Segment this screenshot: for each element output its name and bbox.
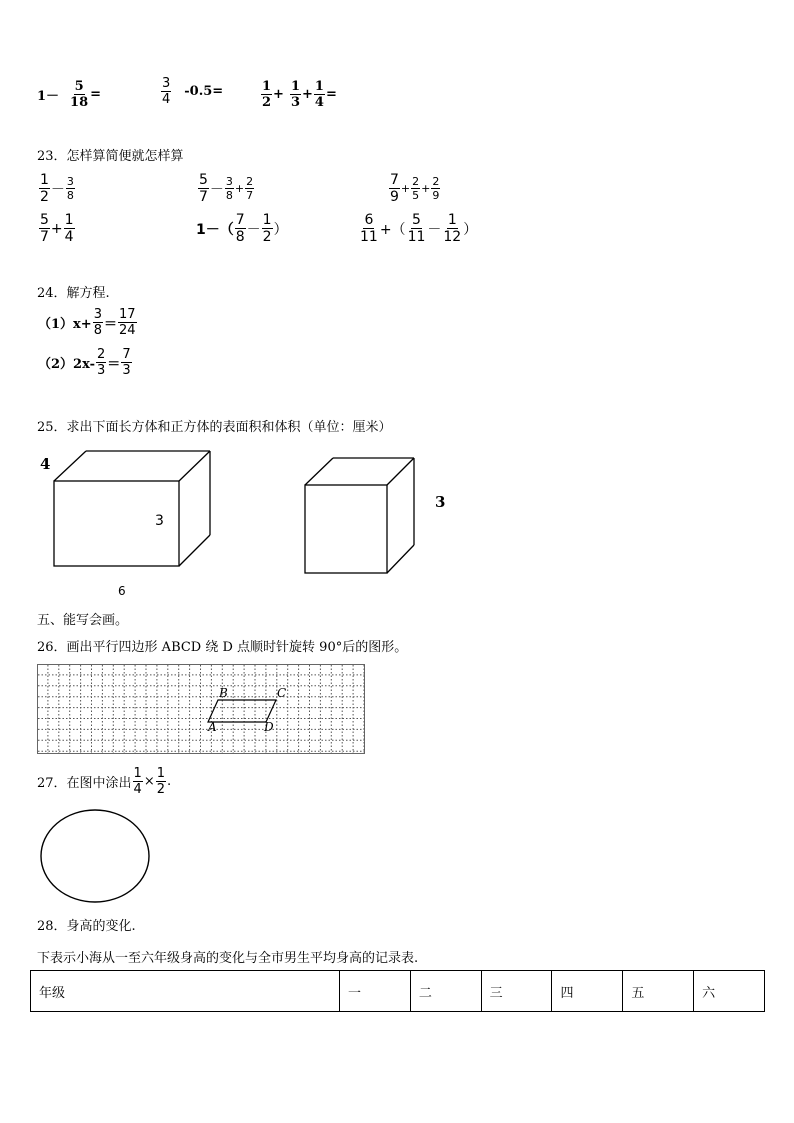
q25-title: 25．求出下面长方体和正方体的表面积和体积（单位：厘米） [37, 420, 392, 435]
circle-figure [38, 808, 154, 906]
height-record-table [30, 970, 765, 1012]
q27-title: 27．在图中涂出 $\frac{1}{4}$ × $\frac{1}{2}$ . [37, 766, 172, 797]
cuboid-figure [30, 445, 230, 575]
header-cell: 一 [340, 971, 411, 1012]
q23-item-2: $\frac{5}{7}$ － $\frac{3}{8}$ + $\frac{2}{7}$ [199, 172, 254, 205]
expression-3: $\frac{1}{2}$ + $\frac{1}{3}$ + $\frac{1}{4}$ = [262, 79, 337, 110]
q28-title: 28．身高的变化. [37, 919, 136, 934]
section-heading: 五、能写会画。 [37, 613, 129, 628]
header-cell: 三 [481, 971, 552, 1012]
cuboid-length-label: 6 [118, 584, 126, 598]
fraction: $\frac{1}{2}$ [262, 79, 272, 110]
cube-figure [300, 455, 420, 580]
expr-text: -0.5= [184, 84, 224, 99]
q23-item-1: $\frac{1}{2}$ － $\frac{3}{8}$ [40, 172, 74, 205]
expr-text: 1－ [37, 89, 60, 104]
q28-description: 下表示小海从一至六年级身高的变化与全市男生平均身高的记录表. [37, 951, 419, 966]
cuboid-height-label: 3 [155, 513, 164, 529]
vertex-a-label: A [208, 720, 217, 734]
fraction: $\frac{1}{4}$ [314, 79, 324, 110]
vertex-c-label: C [277, 686, 287, 700]
cube-edge-label: 3 [435, 493, 446, 511]
expr-text: = [90, 87, 102, 102]
vertex-d-label: D [264, 720, 274, 734]
fraction: $\frac{3}{4}$ [162, 76, 171, 107]
equation-1: （1）x+ $\frac{3}{8}$ ＝ $\frac{17}{24}$ [38, 307, 136, 338]
cuboid-depth-label: 4 [40, 455, 51, 473]
fraction: $\frac{1}{3}$ [290, 79, 300, 110]
dotted-grid [37, 664, 365, 754]
header-cell: 年级 [31, 971, 340, 1012]
expression-2 [160, 77, 223, 106]
table-header-row [31, 971, 765, 1012]
q23-item-5: 1－（ $\frac{7}{8}$ － $\frac{1}{2}$ ） [196, 212, 288, 245]
header-cell: 二 [410, 971, 481, 1012]
q23-title: 23．怎样算简便就怎样算 [37, 149, 184, 164]
header-cell: 四 [552, 971, 623, 1012]
fraction: $\frac{5}{18}$ [70, 79, 89, 110]
header-cell: 五 [623, 971, 694, 1012]
q24-title: 24．解方程. [37, 286, 110, 301]
q26-title: 26．画出平行四边形 ABCD 绕 D 点顺时针旋转 90°后的图形。 [37, 640, 408, 655]
header-cell: 六 [694, 971, 765, 1012]
q23-item-6: $\frac{6}{11}$ +（ $\frac{5}{11}$ － $\frac{1}{12}$ ） [360, 212, 478, 245]
expression-1 [37, 80, 101, 109]
equation-2: （2）2x- $\frac{2}{3}$ ＝ $\frac{7}{3}$ [38, 347, 131, 378]
q23-item-3: $\frac{7}{9}$ + $\frac{2}{5}$ + $\frac{2}{9}$ [390, 172, 440, 205]
vertex-b-label: B [219, 686, 228, 700]
q23-item-4: $\frac{5}{7}$ + $\frac{1}{4}$ [40, 212, 74, 245]
